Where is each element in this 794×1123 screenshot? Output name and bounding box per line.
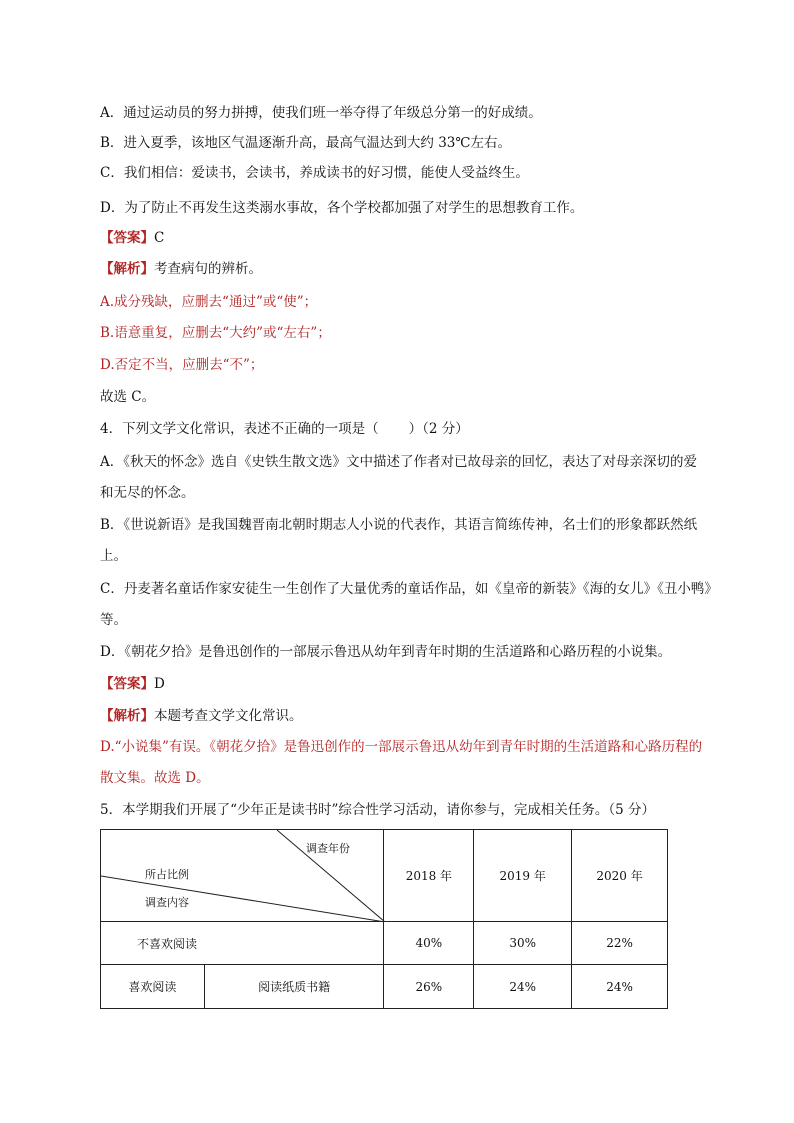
q3-answer: [100, 229, 164, 247]
q3-analysis-b: B.语意重复，应删去“大约”或“左右”；: [100, 325, 331, 341]
q4-answer: [100, 675, 165, 693]
q3-option-a: A．通过运动员的努力拼搏，使我们班一举夺得了年级总分第一的好成绩。: [100, 105, 542, 121]
q4-option-b-line2: 上。: [100, 548, 127, 564]
answer-value: D: [154, 676, 165, 692]
header-year-label: 调查年份: [306, 842, 350, 855]
q4-option-d: D．《朝花夕拾》是鲁迅创作的一部展示鲁迅从幼年到青年时期的生活道路和心路历程的小说集。: [100, 644, 672, 660]
table-header-row: [101, 830, 668, 922]
q4-analysis: [100, 707, 303, 725]
table-cell: 40%: [384, 922, 474, 965]
year-2020: 2020 年: [572, 830, 668, 922]
header-ratio-label: 所占比例: [145, 868, 189, 881]
analysis-text: 考查病句的辨析。: [154, 261, 262, 277]
q4-option-a-line1: A．《秋天的怀念》选自《史铁生散文选》文中描述了作者对已故母亲的回忆，表达了对母亲深切的爱: [100, 454, 697, 470]
q5-stem: 5．本学期我们开展了“少年正是读书时”综合性学习活动，请你参与，完成相关任务。（5 分）: [100, 802, 656, 818]
table-row: [101, 922, 668, 965]
answer-value: C: [154, 230, 165, 246]
q4-stem-prefix: 4．下列文学文化常识，表述不正确的一项是（: [100, 421, 379, 437]
survey-table: [100, 829, 668, 1009]
q4-option-c-line2: 等。: [100, 612, 127, 628]
q4-option-a-line2: 和无尽的怀念。: [100, 485, 195, 501]
q4-stem: [100, 420, 469, 438]
row-label-paper-books: 阅读纸质书籍: [204, 965, 384, 1009]
header-content-label: 调查内容: [145, 896, 189, 909]
q4-analysis-d-line2: 散文集。故选 D。: [100, 770, 210, 786]
table-row: [101, 965, 668, 1009]
answer-tag: 【答案】: [100, 676, 154, 692]
q4-analysis-d-line1: D.“小说集”有误。《朝花夕拾》是鲁迅创作的一部展示鲁迅从幼年到青年时期的生活道路和心路历程的: [100, 739, 703, 755]
table-cell: 22%: [572, 922, 668, 965]
diagonal-header-cell: [101, 830, 384, 922]
q3-option-d: D．为了防止不再发生这类溺水事故，各个学校都加强了对学生的思想教育工作。: [100, 200, 584, 216]
row-group-like: 喜欢阅读: [101, 965, 205, 1009]
q3-option-c: C．我们相信：爱读书，会读书，养成读书的好习惯，能使人受益终生。: [100, 165, 529, 181]
q3-conclusion: 故选 C。: [100, 389, 156, 405]
q3-analysis: [100, 260, 262, 278]
year-2018: 2018 年: [384, 830, 474, 922]
table-cell: 30%: [474, 922, 572, 965]
table-cell: 26%: [384, 965, 474, 1009]
q4-stem-suffix: ）（2 分）: [408, 421, 469, 437]
q3-analysis-d: D.否定不当，应删去“不”；: [100, 357, 264, 373]
answer-tag: 【答案】: [100, 230, 154, 246]
q4-option-c-line1: C．丹麦著名童话作家安徒生一生创作了大量优秀的童话作品，如《皇帝的新装》《海的女儿》《丑小鸭》: [100, 581, 718, 597]
analysis-tag: 【解析】: [100, 261, 154, 277]
table-cell: 24%: [474, 965, 572, 1009]
row-label-dislike: 不喜欢阅读: [101, 922, 384, 965]
analysis-tag: 【解析】: [100, 708, 154, 724]
q3-option-b: B．进入夏季，该地区气温逐渐升高，最高气温达到大约 33℃左右。: [100, 135, 511, 151]
q4-option-b-line1: B．《世说新语》是我国魏晋南北朝时期志人小说的代表作，其语言简练传神，名士们的形象都跃然纸: [100, 517, 698, 533]
table-cell: 24%: [572, 965, 668, 1009]
q3-analysis-a: A.成分残缺，应删去“通过”或“使”；: [100, 294, 318, 310]
year-2019: 2019 年: [474, 830, 572, 922]
analysis-text: 本题考查文学文化常识。: [154, 708, 303, 724]
